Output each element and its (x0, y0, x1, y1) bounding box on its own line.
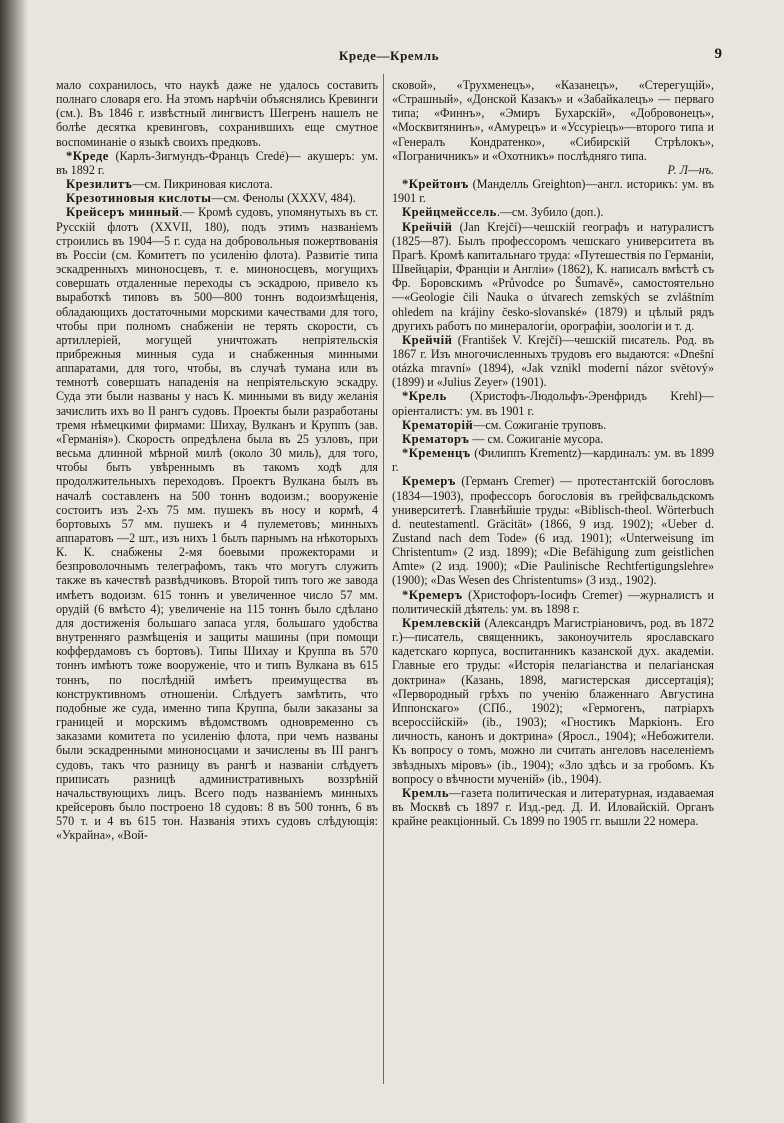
entry-headword: Крейцмейссель (402, 205, 497, 220)
entry-headword: *Кременцъ (402, 446, 471, 461)
page-edge-shadow (0, 0, 28, 1123)
dictionary-entry (392, 616, 714, 786)
dictionary-entry (392, 205, 714, 219)
dictionary-entry (56, 191, 378, 205)
dictionary-entry (392, 333, 714, 390)
entry-headword: Кремлевскій (402, 615, 482, 630)
left-column (56, 78, 378, 842)
entry-text: мало сохранилось, что наукѣ даже не удалось составить полнаго словаря его. На этомъ нарѣчіи объяснялись Кревинги (см.). Въ 1846 г. извѣстный лингвистъ Шегренъ нашелъ не болѣе десятка кревинговъ, сохранившихъ еще смутное воспоминаніе о языкѣ своихъ предковъ. (56, 78, 378, 149)
entry-text: (Александръ Магистріановичъ, род. въ 1872 г.)—писатель, священникъ, законоучитель ярославскаго кадетскаго корпуса, воспитанникъ казанской дух. академіи. Главные его труды: «Исторія пелагіанства и пелагіанская доктрина» (Казань, 1898, магистерская диссертація); «Первородный грѣхъ по ученію блаженнаго Августина Иппонскаго» (СПб., 1902); «Гермогенъ, патріархъ всероссійскій» (ib., 1903); «Гностикъ Маркіонъ. Его личность, канонъ и доктрина» (Яросл., 1904); «Небожители. Къ вопросу о томъ, можно ли считать ангеловъ населеніемъ звѣздныхъ міровъ» (ib., 1904); «Зло здѣсь и за гробомъ. Къ вопросу о вѣчности мученій» (ib., 1904). (392, 615, 714, 786)
entry-headword: Крематорій (402, 417, 474, 432)
entry-headword: Крезотиновыя кислоты (66, 191, 212, 206)
entry-headword: Крезилитъ (66, 177, 133, 192)
dictionary-entry (392, 389, 714, 417)
entry-text: (Карлъ-Зигмундъ-Францъ Credé)— акушеръ: ум. въ 1892 г. (56, 148, 378, 177)
dictionary-entry (392, 78, 714, 163)
dictionary-entry (392, 418, 714, 432)
entry-headword: Крейсеръ минный (66, 205, 180, 220)
entry-text: (Христофъ-Людольфъ-Эренфридъ Krehl)—оріенталистъ: ум. въ 1901 г. (392, 389, 714, 418)
page-header (56, 48, 722, 66)
entry-text: (Филиппъ Krementz)—кардиналъ: ум. въ 1899 г. (392, 446, 714, 475)
dictionary-entry (392, 588, 714, 616)
entry-headword: Крейчій (402, 332, 453, 347)
entry-headword: *Кремеръ (402, 587, 463, 602)
entry-headword: *Крель (402, 389, 447, 404)
entry-text: —см. Пикриновая кислота. (132, 177, 273, 192)
dictionary-entry (56, 149, 378, 177)
entry-text: сковой», «Трухменецъ», «Казанецъ», «Стерегущій», «Страшный», «Донской Казакъ» и «Забайкалецъ» — перваго типа; «Финнъ», «Эмиръ Бухарскій», «Добровонецъ», «Москвитянинъ», «Амурецъ» и «Уссуріецъ»—второго типа и «Генералъ Кондратенко», «Сибирскій Стрѣлокъ», «Пограничникъ» и «Охотникъ» послѣдняго типа. (392, 78, 714, 163)
entry-headword: *Крейтонъ (402, 177, 469, 192)
column-divider (383, 74, 384, 1084)
dictionary-entry (392, 432, 714, 446)
entry-headword: Крематоръ (402, 431, 470, 446)
entry-text: .— Кромѣ судовъ, упомянутыхъ въ ст. Русскій флотъ (XXVII, 180), подъ этимъ названіемъ строились въ 1904—5 г. суда на добровольныя пожертвованія въ Россіи (см. Комитетъ по усиленію флота). Развитіе типа эскадренныхъ миноносцевъ, т. е. миноносцевъ, могущихъ совершать отдаленные переходы съ эскадрою, привело къ выработкѣ типовъ въ 500—800 тоннъ водоизмѣщенія, обладающихъ достаточными морскими качествами для того, чтобы при полномъ снабженіи не терять скорости, съ артиллеріей, могущей уничтожать непріятельскія прибрежныя минныя суда и снабженныя минными аппаратами, для того, чтобы, въ случаѣ тумана или въ темнотѣ совершать нападенія на непріятельскую эскадру. Суда эти были названы у насъ К. минными въ виду желанія зачислить ихъ во II рангъ судовъ. Проекты были разработаны тремя нѣмецкими фирмами: Шихау, Вулканъ и Круппъ (зав. «Германія»). Скорость опредѣлена была въ 25 узловъ, при весьма длинной мѣрной милѣ (около 30 миль), для того, чтобы быть увѣреннымъ въ такомъ ходѣ для продолжительныхъ переходовъ. Проектъ Вулкана былъ въ началѣ составленъ на 500 тоннъ водоизм.; вооруженіе состоитъ изъ 2-хъ 75 мм. пушекъ въ носу и кормѣ, 4 бортовыхъ 57 мм. пушекъ и 4 пулеметовъ; минныхъ аппаратовъ —2 шт., изъ нихъ 1 былъ парнымъ на нѣкоторыхъ К. К. снабжены 2-мя боевыми прожекторами и безпроволочнымъ телеграфомъ, такъ что могутъ служить также въ качествѣ развѣдчиковъ. Второй типъ того же завода имѣетъ водоизм. 615 тоннъ и увеличенное число 57 мм. орудій (6 вмѣсто 4); увеличеніе на 115 тоннъ было сдѣлано для достиженія большаго запаса угля, большаго удобства внутренняго размѣщенія и защиты машины (при помощи коффердамовъ съ бортовъ). Типы Шихау и Круппа въ 570 тоннъ имѣютъ тоже вооруженіе, что и типъ Вулкана въ 615 тоннъ, по послѣдній имѣетъ преимущества въ конструктивномъ отношеніи. Слѣдуетъ замѣтить, что подобные же суда, именно типа Круппа, были заказаны за границей и морскимъ вѣдомствомъ одновременно съ заказами комитета по усиленію флота, при чемъ названы были эскадренными миноносцами и зачислены въ III рангъ судовъ, такъ что разницу въ рангѣ и названіи слѣдуетъ приписать разницѣ административныхъ воззрѣній начальствующихъ лицъ. Всего подъ названіемъ минныхъ крейсеровъ было построено 18 судовъ: 8 въ 500 тоннъ, 6 въ 570 т. и 4 въ 615 тон. Названія этихъ судовъ слѣдующія: «Украйна», «Вой- (56, 205, 378, 843)
entry-text: —газета политическая и литературная, издаваемая въ Москвѣ съ 1897 г. Изд.-ред. Д. И. Иловайскій. Органъ крайне реакціонный. Съ 1899 по 1905 гг. вышли 22 номера. (392, 785, 714, 829)
dictionary-entry (392, 177, 714, 205)
dictionary-entry (56, 78, 378, 149)
entry-text: (František V. Krejčí)—чешскій писатель. Род. въ 1867 г. Изъ многочисленныхъ трудовъ его выдаются: «Dnešní otázka mravní» (1894), «Jak vznikl moderní názor světový» (1899) и «Julius Zeyer» (1901). (392, 332, 714, 390)
entry-text: —см. Фенолы (XXXV, 484). (211, 191, 356, 206)
right-column (392, 78, 714, 828)
article-signature: Р. Л—нъ. (667, 162, 714, 177)
entry-headword: Кремеръ (402, 474, 456, 489)
dictionary-entry (392, 446, 714, 474)
dictionary-entry (56, 177, 378, 191)
entry-text: (Германъ Cremer) — протестантскій богословъ (1834—1903), профессоръ богословія въ грейфсвальдскомъ университетѣ. Главнѣйшіе труды: «Biblisch-theol. Wörterbuch d. neutestamentl. Gräcität» (1866, 9 изд. 1902); «Ueber d. Zustand nach dem Tode» (6 изд. 1901); «Unterweisung im Christentum» (2 изд. 1899); «Die Befähigung zum geistlichen Amte» (2 изд. 1900); «Die Paulinische Rechtfertigungslehre» (1900); «Das Wesen des Christentums» (3 изд., 1902). (392, 474, 714, 588)
dictionary-entry (392, 474, 714, 587)
dictionary-entry (392, 220, 714, 333)
entry-text: (Христофоръ-Іосифъ Cremer) —журналистъ и политическій дѣятель: ум. въ 1898 г. (392, 587, 714, 616)
entry-headword: Крейчій (402, 219, 453, 234)
running-title: Креде—Кремль (338, 48, 440, 63)
entry-headword: *Креде (66, 148, 109, 163)
entry-text: (Jan Krejčí)—чешскій географъ и натуралистъ (1825—87). Былъ профессоромъ чешскаго университета въ Прагѣ. Кромѣ капитальнаго труда: «Путешествія по Германіи, Швейцаріи, Франціи и Англіи» (1862), К. написалъ вмѣстѣ съ Фр. Боровскимъ «Průvodce po Šumavě», самостоятельно—«Geologie čili Nauka o útvarech zemských se zvláštním ohledem na krájiny česko-slovanské» (1879) и цѣлый рядъ другихъ работъ по минералогіи, орографіи, зоологіи и т. д. (392, 219, 714, 333)
entry-text: — см. Сожиганіе мусора. (469, 431, 604, 446)
entry-text: .—см. Зубило (доп.). (496, 205, 604, 220)
page-number: 9 (714, 46, 722, 62)
dictionary-entry (56, 205, 378, 842)
entry-headword: Кремль (402, 785, 450, 800)
entry-text: —см. Сожиганіе труповъ. (473, 417, 607, 432)
entry-text: (Манделль Greighton)—англ. историкъ: ум. въ 1901 г. (392, 177, 714, 206)
dictionary-entry (392, 786, 714, 828)
